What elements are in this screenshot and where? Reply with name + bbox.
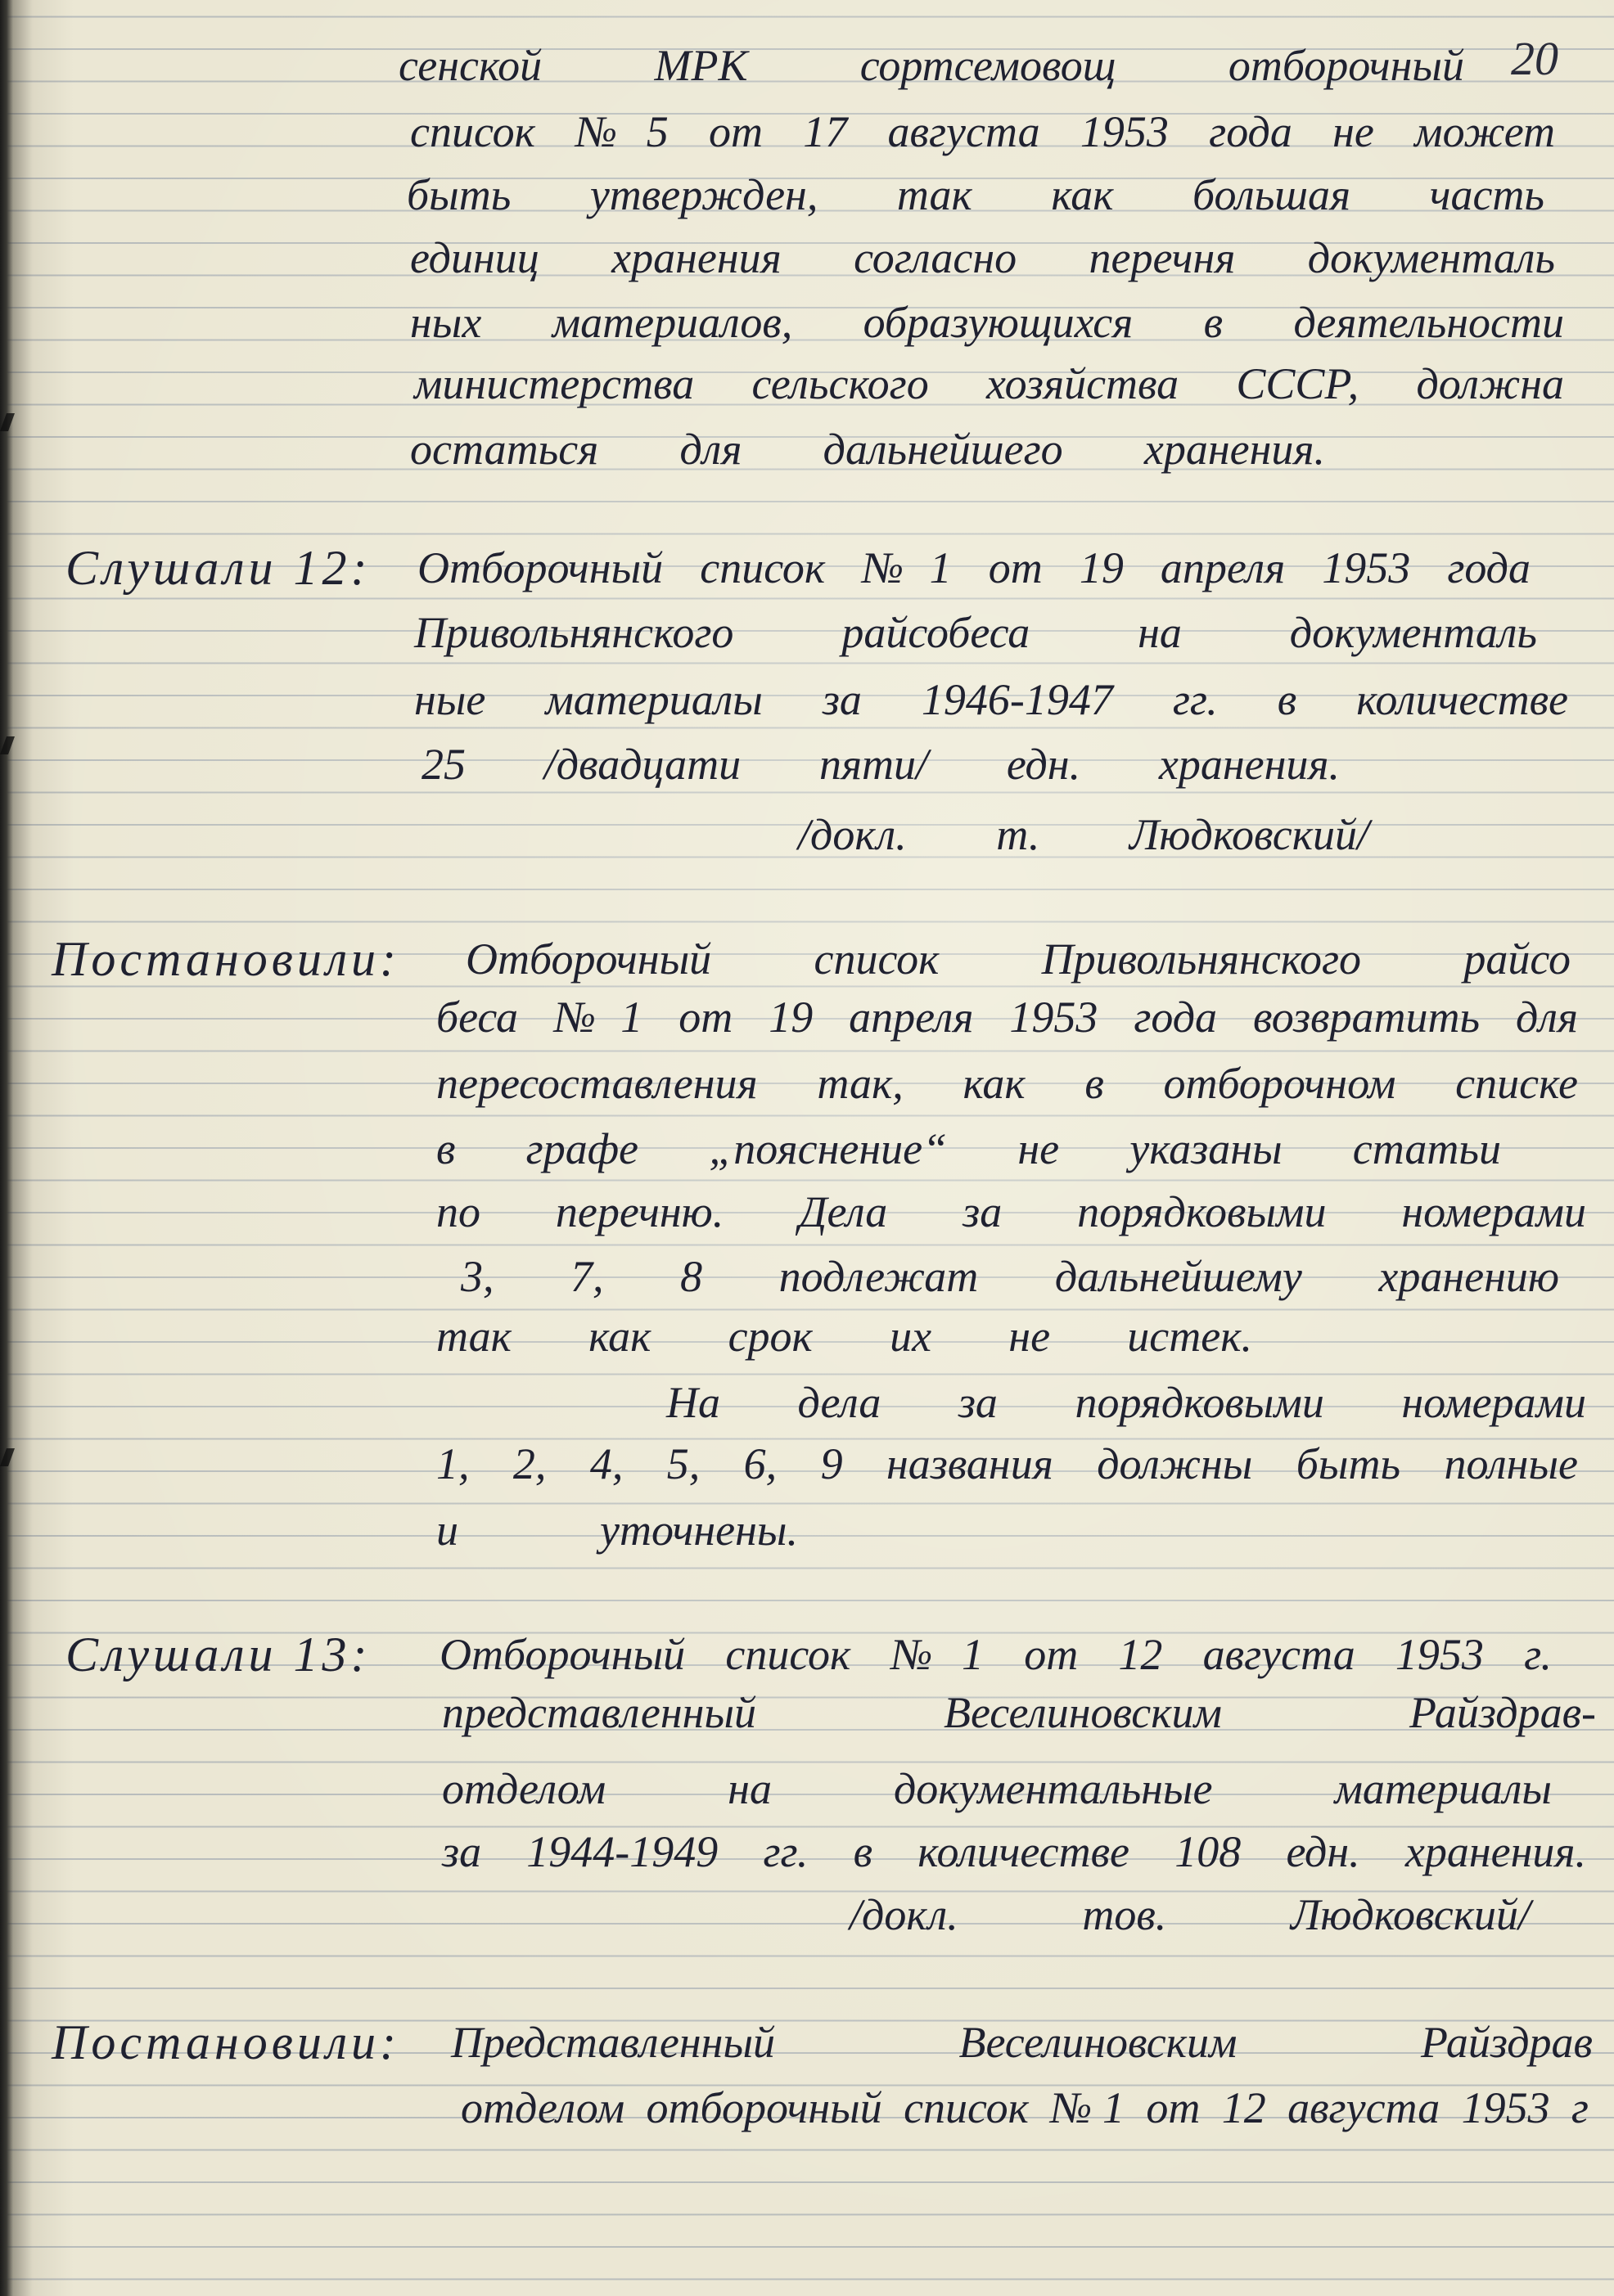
text-line: ных материалов, образующихся в деятельности — [410, 298, 1564, 347]
text-line: Отборочный список Привольнянского райсо — [466, 934, 1571, 984]
text-line: и уточнены. — [436, 1506, 798, 1555]
text-line: список №5 от 17 августа 1953 года не может — [410, 107, 1555, 156]
text-line: остаться для дальнейшего хранения. — [410, 425, 1325, 474]
text-line: 1, 2, 4, 5, 6, 9 названия должны быть полные — [436, 1439, 1578, 1488]
text-line: Отборочный список №1 от 12 августа 1953 г. — [440, 1630, 1552, 1679]
text-line: Отборочный список №1 от 19 апреля 1953 года — [417, 543, 1531, 592]
text-line: единиц хранения согласно перечня документаль — [410, 233, 1555, 282]
reporter-note: /докл. т. Людковский/ — [798, 810, 1369, 859]
page-number: 20 — [1511, 32, 1558, 85]
text-line: быть утвержден, так как большая часть — [407, 170, 1544, 219]
binding-mark — [0, 1448, 15, 1466]
text-line: беса №1 от 19 апреля 1953 года возвратить для — [436, 993, 1578, 1042]
text-line: ные материалы за 1946-1947 гг. в количестве — [414, 675, 1568, 724]
text-line: сенской МРК сортсемовощ отборочный — [399, 41, 1464, 90]
text-line: 3, 7, 8 подлежат дальнейшему хранению — [461, 1252, 1559, 1301]
text-line: На дела за порядковыми номерами — [666, 1378, 1586, 1427]
text-line: представленный Веселиновским Райздрав- — [442, 1688, 1596, 1737]
binding-mark — [0, 736, 15, 754]
section-heading: Слушали 12: — [65, 541, 372, 595]
text-line: отделом на документальные материалы — [442, 1764, 1552, 1813]
section-heading: Слушали 13: — [65, 1627, 372, 1681]
reporter-note: /докл. тов. Людковский/ — [850, 1890, 1531, 1939]
text-line: в графе „пояснение“ не указаны статьи — [436, 1124, 1501, 1173]
text-line: по перечню. Дела за порядковыми номерами — [436, 1187, 1586, 1236]
binding-mark — [0, 413, 15, 431]
text-line: Представленный Веселиновским Райздрав — [451, 2018, 1593, 2067]
section-heading: Постановили: — [52, 932, 400, 986]
text-line: Привольнянского райсобеса на документаль — [414, 608, 1537, 657]
text-line: отделом отборочный список №1 от 12 августа 1953 г — [461, 2083, 1589, 2132]
text-line: министерства сельского хозяйства СССР, должна — [414, 359, 1564, 408]
text-line: за 1944-1949 гг. в количестве 108 едн. хранения. — [442, 1827, 1586, 1876]
text-line: так как срок их не истек. — [436, 1312, 1252, 1361]
section-heading: Постановили: — [52, 2015, 400, 2069]
text-line: 25 /двадцати пяти/ едн. хранения. — [422, 740, 1340, 789]
text-line: пересоставления так, как в отборочном списке — [436, 1059, 1578, 1108]
